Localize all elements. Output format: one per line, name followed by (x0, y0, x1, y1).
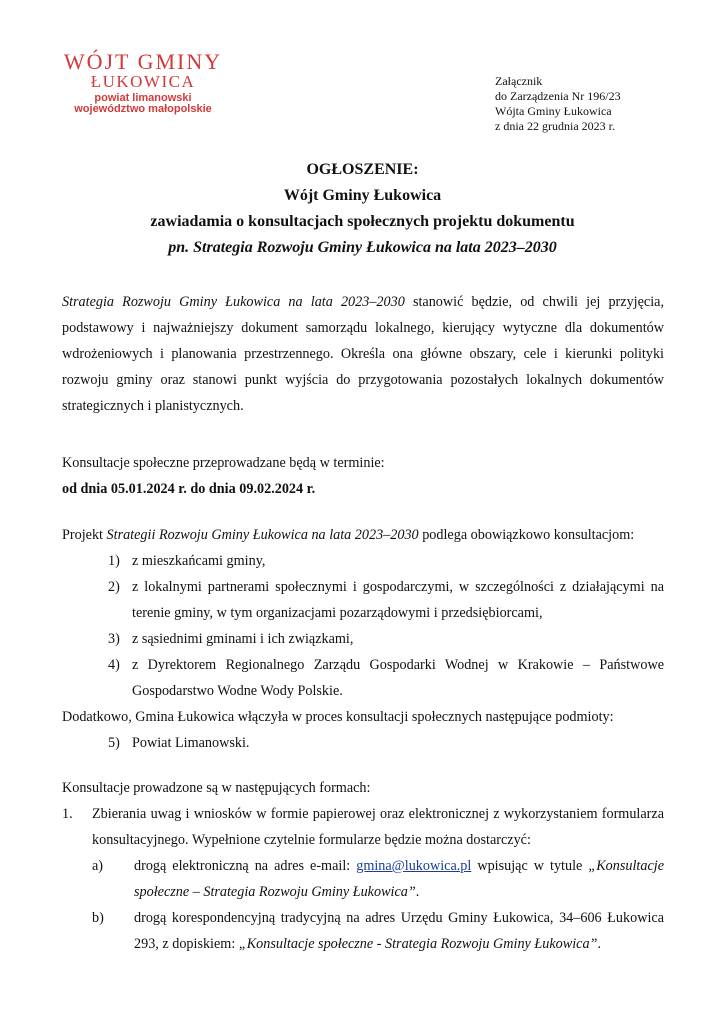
annex-line-1: Załącznik (495, 74, 543, 88)
subitem-b-text: drogą korespondencyjną tradycyjną na adres Urzędu Gminy Łukowica, 34–606 Łukowica 293, z dopiskiem: (134, 910, 664, 952)
list-item-number: 4) (108, 657, 120, 673)
annex-note (495, 74, 621, 134)
list-item-text: z sąsiednimi gminami i ich związkami, (132, 631, 354, 647)
list-item-number: 3) (108, 631, 120, 647)
additional-parties-list (62, 730, 664, 756)
additional-parties-line: Dodatkowo, Gmina Łukowica włączyła w proces konsultacji społecznych następujące podmioty: (62, 709, 614, 725)
list-item-text: z Dyrektorem Regionalnego Zarządu Gospodarki Wodnej w Krakowie – Państwowe Gospodarstwo Wodne Wody Polskie. (132, 657, 664, 699)
stamp-line-4: województwo małopolskie (74, 103, 212, 116)
subitem-text (134, 905, 664, 957)
list-item (62, 626, 664, 652)
subitem-b-title: „Konsultacje społeczne - Strategia Rozwoju Gminy Łukowica” (238, 936, 598, 952)
heading-issuer: Wójt Gminy Łukowica (283, 187, 442, 204)
subitem-b-end: . (597, 936, 601, 952)
stamp-line-3: powiat limanowski (94, 91, 192, 104)
consultation-parties-list (62, 548, 664, 704)
project-prefix: Projekt (62, 527, 107, 543)
intro-text: stanowić będzie, od chwili jej przyjęcia, podstawowy i najważniejszy dokument samorządu lokalnego, kierujący wytyczne dla dokumentów wdrożeniowych i planowania przestrzennego. Określa ona główne obszary, cele i kierunki polityki rozwoju gminy oraz stanowi punkt wyjścia do przygotowania pozostałych lokalnych dokumentów strategicznych i planistycznych. (62, 294, 664, 414)
forms-intro: Konsultacje prowadzone są w następujących formach: (62, 780, 371, 796)
list-item-number: 5) (108, 735, 120, 751)
forms-item-1 (62, 801, 664, 853)
stamp-line-1: WÓJT GMINY (63, 49, 223, 74)
subitem-a-title: „Konsultacje społeczne – Strategia Rozwoju Gminy Łukowica” (134, 858, 664, 900)
document-heading (0, 157, 725, 261)
subitem-letter: a) (92, 858, 104, 874)
forms-subitem-a (92, 853, 664, 905)
consultation-dates: od dnia 05.01.2024 r. do dnia 09.02.2024 r. (62, 481, 316, 497)
intro-paragraph (62, 289, 664, 419)
heading-subject: zawiadamia o konsultacjach społecznych projektu dokumentu (150, 213, 575, 230)
project-section (62, 522, 664, 756)
heading-document-name: pn. Strategia Rozwoju Gminy Łukowica na lata 2023–2030 (168, 239, 557, 256)
list-item-number: 1) (108, 553, 120, 569)
consultation-period (62, 450, 385, 502)
annex-line-2: do Zarządzenia Nr 196/23 (495, 89, 621, 103)
list-item-text: z mieszkańcami gminy, (132, 553, 266, 569)
intro-title: Strategia Rozwoju Gminy Łukowica na lata 2023–2030 (62, 294, 405, 310)
forms-item-text: Zbierania uwag i wniosków w formie papierowej oraz elektronicznej z wykorzystaniem formularza konsultacyjnego. Wypełnione czytelnie formularze będzie można dostarczyć: (92, 806, 664, 848)
forms-subitem-b (92, 905, 664, 957)
subitem-letter: b) (92, 910, 104, 926)
stamp-line-2: ŁUKOWICA (90, 72, 196, 92)
subitem-text (134, 853, 664, 905)
list-item-number: 2) (108, 579, 120, 595)
subitem-a-end: . (415, 884, 420, 900)
official-stamp (48, 50, 238, 116)
list-item (62, 730, 664, 756)
subitem-a-text-2: wpisując w tytule (471, 858, 589, 874)
annex-line-4: z dnia 22 grudnia 2023 r. (495, 119, 615, 133)
email-link[interactable]: gmina@lukowica.pl (356, 858, 472, 874)
project-title: Strategii Rozwoju Gminy Łukowica na lata 2023–2030 (106, 527, 419, 543)
list-item-text: z lokalnymi partnerami społecznymi i gospodarczymi, w szczególności z działającymi na terenie gminy, w tym organizacjami pozarządowymi i przedsiębiorcami, (132, 579, 664, 621)
list-item (62, 574, 664, 626)
annex-line-3: Wójta Gminy Łukowica (495, 104, 612, 118)
list-item (62, 548, 664, 574)
consultation-forms-section (62, 775, 664, 957)
project-suffix: podlega obowiązkowo konsultacjom: (418, 527, 635, 543)
project-intro (62, 522, 664, 548)
subitem-a-text-1: drogą elektroniczną na adres e-mail: (134, 858, 357, 874)
heading-title: OGŁOSZENIE: (306, 161, 419, 178)
list-item-text: Powiat Limanowski. (132, 735, 250, 751)
forms-item-number: 1. (62, 806, 73, 822)
list-item (62, 652, 664, 704)
consultation-line: Konsultacje społeczne przeprowadzane będą w terminie: (62, 455, 385, 471)
